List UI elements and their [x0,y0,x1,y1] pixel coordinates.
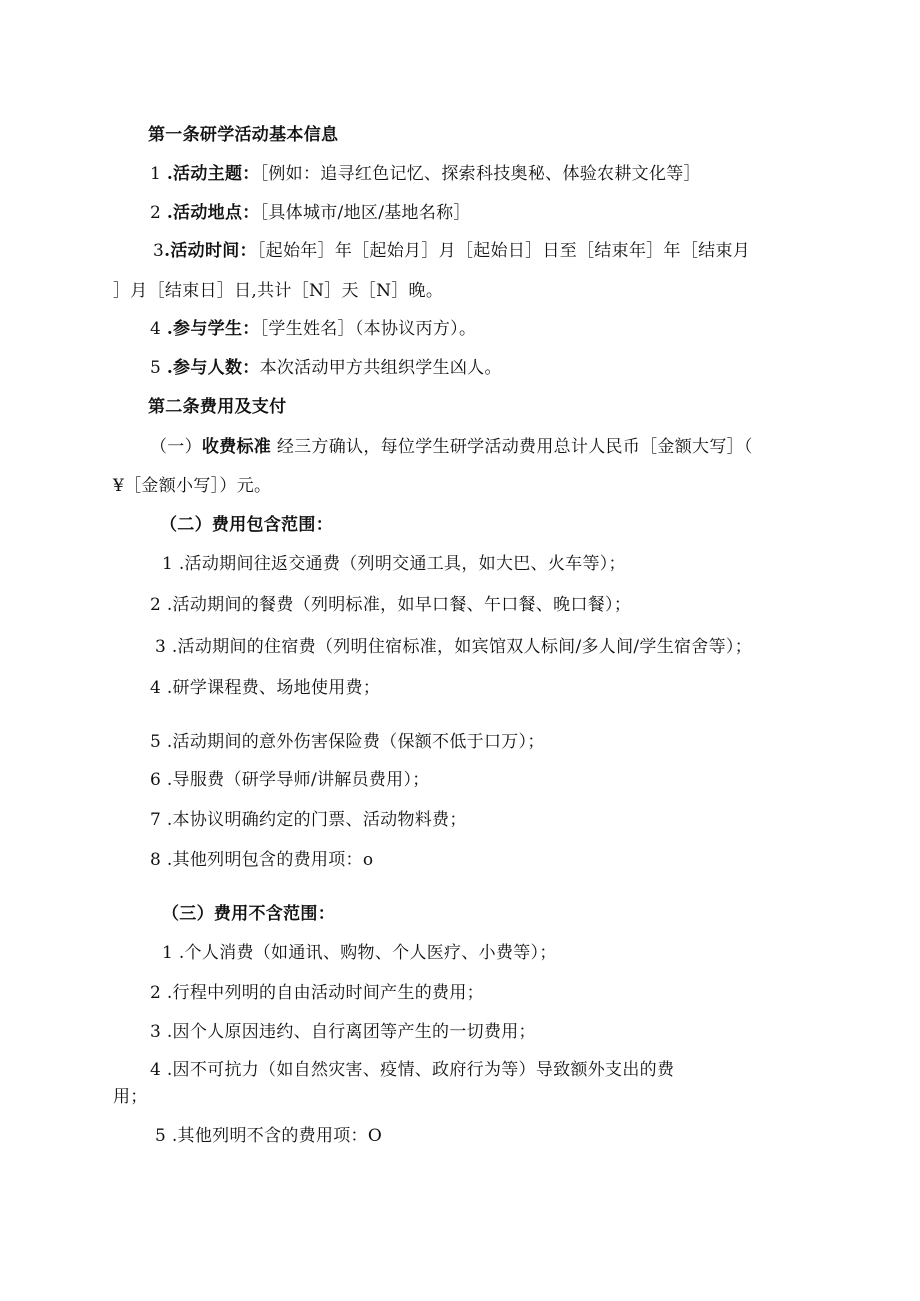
item-number: 7 [150,810,162,830]
item-text: ［例如：追寻红色记忆、探索科技奥秘、体验农耕文化等］ [259,164,701,184]
included-item [150,769,430,791]
item-text: ［具体城市/地区/基地名称］ [259,203,471,223]
item-number: 8 [150,850,162,870]
item-number: 3 [150,1022,162,1042]
item-text: .活动期间的餐费（列明标准，如早口餐、午口餐、晚口餐）； [166,595,632,615]
excluded-heading: （三）费用不含范围： [162,904,335,924]
info-item-theme [150,163,701,185]
item-text: .行程中列明的自由活动时间产生的费用； [166,983,484,1003]
included-item [150,731,545,753]
item-text: .个人消费（如通讯、购物、个人医疗、小费等）； [178,943,557,963]
item-number: 5 [150,732,162,752]
info-item-time-continued: ］月［结束日］日,共计［N］天［N］晚。 [113,281,444,301]
item-text: .导服费（研学导师/讲解员费用）； [166,770,430,790]
excluded-item [150,982,484,1004]
item-number: 1 [162,943,174,963]
item-number: 4 [150,678,162,698]
section1-title: 第一条研学活动基本信息 [148,125,339,145]
item-text: .其他列明包含的费用项：o [166,850,374,870]
item-number: 5 [155,1126,167,1146]
item-text: .研学课程费、场地使用费； [166,678,381,698]
excluded-item [150,1021,536,1043]
fee-standard-label: 收费标准 [201,437,272,457]
item-label: .参与人数： [166,358,260,378]
item-text: ［起始年］年［起始月］月［起始日］日至［结束年］年［结束月 [256,241,751,261]
item-number: 5 [150,358,162,378]
included-item [162,553,626,575]
included-heading: （二）费用包含范围： [160,515,333,535]
item-text: .其他列明不含的费用项：O [171,1126,383,1146]
item-number: 2 [150,203,162,223]
item-text: 本次活动甲方共组织学生凶人。 [259,358,502,378]
included-item [155,636,752,658]
item-number: 3 [155,637,167,657]
item-text: .活动期间的意外伤害保险费（保额不低于口万）； [166,732,545,752]
fee-standard-prefix: （一） [150,437,202,457]
item-label: .活动时间： [164,241,257,261]
fee-standard-text: 经三方确认，每位学生研学活动费用总计人民币［金额大写］（ [276,437,753,457]
excluded-item-continued: 用； [113,1087,148,1107]
item-text: .本协议明确约定的门票、活动物料费； [166,810,467,830]
item-label: .活动主题： [166,164,260,184]
item-text: .因不可抗力（如自然灾害、疫情、政府行为等）导致额外支出的费 [166,1060,675,1080]
item-text: .活动期间的住宿费（列明住宿标准，如宾馆双人标间/多人间/学生宿舍等）； [171,637,753,657]
item-number: 1 [150,164,162,184]
item-number: 4 [150,319,162,339]
fee-standard [150,436,753,458]
item-number: 2 [150,983,162,1003]
excluded-item [155,1125,382,1147]
info-item-location [150,202,471,224]
item-number: 2 [150,595,162,615]
item-number: 6 [150,770,162,790]
included-item [150,809,467,831]
item-text: .活动期间往返交通费（列明交通工具，如大巴、火车等）； [178,554,626,574]
included-item [150,594,631,616]
excluded-item [162,942,557,964]
included-item [150,677,380,699]
info-item-count [150,357,502,379]
item-number: 1 [162,554,174,574]
info-item-time [153,240,750,262]
item-label: .活动地点： [166,203,260,223]
item-text: ［学生姓名］（本协议丙方）。 [259,319,477,339]
item-text: .因个人原因违约、自行离团等产生的一切费用； [166,1022,536,1042]
section2-title: 第二条费用及支付 [148,397,287,417]
fee-standard-continued: ¥［金额小写］）元。 [113,476,272,496]
included-item [150,849,373,871]
item-number: 3 [153,241,165,261]
excluded-item [150,1059,674,1081]
item-number: 4 [150,1060,162,1080]
item-label: .参与学生： [166,319,260,339]
info-item-student [150,318,476,340]
